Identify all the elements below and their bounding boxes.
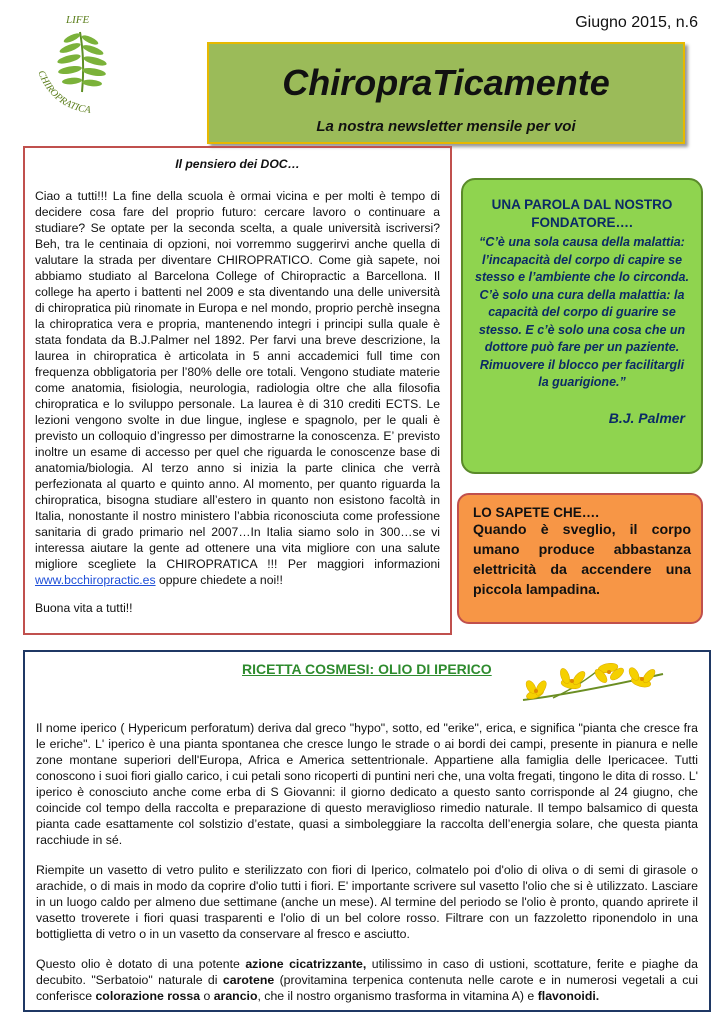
life-chiropratica-logo xyxy=(30,10,140,122)
fern-leaf-icon xyxy=(57,31,108,92)
recipe-section xyxy=(23,650,711,1012)
newsletter-title: ChiropraTicamente xyxy=(282,62,610,103)
recipe-paragraph-1: Il nome iperico ( Hypericum perforatum) deriva dal greco "hypo", sotto, ed "erike", erica, e significa "pianta che cresce fra le eriche". L' iperico è una pianta spontanea che cresce lungo le strade o ai bordi dei campi, presente in pianura e nelle zone montane superiori dell'Europa, Africa e America settentrionale. Appartiene alla famiglia delle Ipericacee. Tutti conoscono i suoi fiori giallo carico, i cui petali sono ricoperti di puntini neri che, una volta fregati, tingono le dita di rosso. L' iperico è conosciuto anche come erba di S Giovanni: il giorno dedicato a questo santo corrisponde al 24 giugno, che coincide col tempo della raccolta e preparazione di questo meraviglioso rimedio naturale. Il tempo balsamico di questa pianta cade esattamente col solstizio d’estate, quasi a simboleggiare la raccolta dell’energia solare, che questa pianta racchiude in sé. xyxy=(36,721,698,847)
did-you-know-box xyxy=(457,493,703,624)
did-you-know-text: Quando è sveglio, il corpo umano produce abbastanza elettricità da accendere una piccola lampadina. xyxy=(473,522,691,598)
recipe-paragraph-2: Riempite un vasetto di vetro pulito e sterilizzato con fiori di Iperico, colmatelo poi d'olio di oliva o di semi di girasole o arachide, o di mais in modo da coprire d'olio tutti i fiori. E' importante scrivere sul vasetto l'olio che si è utilizzato. Lasciare in un luogo caldo per almeno due settimane (anche un mese). Al termine del periodo se l'olio è pronto, quando aprirete il vasetto troverete i fiori quasi trasparenti e l'olio di un bel colore rosso. Filtrare con un fazzoletto riponendolo in una bottiglietta di vetro o in un vasetto da conservare al fresco e asciutto. xyxy=(36,863,698,941)
recipe-body xyxy=(36,720,698,1018)
did-you-know-heading: LO SAPETE CHE…. xyxy=(473,505,600,520)
article-heading: Il pensiero dei DOC… xyxy=(175,157,300,171)
logo-bottom-text: CHIROPRATICA xyxy=(35,68,92,116)
p3-bold-3: colorazione rossa xyxy=(95,989,201,1003)
p3-bold-4: arancio xyxy=(213,989,258,1003)
article-sign-off: Buona vita a tutti!! xyxy=(35,601,133,615)
logo-top-text: LIFE xyxy=(66,14,90,26)
p3-text-1: Questo olio è dotato di una potente xyxy=(36,957,246,971)
newsletter-header xyxy=(207,42,685,144)
article-text-end: oppure chiedete a noi!! xyxy=(155,573,283,587)
p3-bold-5: flavonoidi. xyxy=(537,989,600,1003)
founder-quote: “C’è una sola causa della malattia: l’incapacità del corpo di capire se stesso e l’ambiente che lo circonda. C’è solo una cura della malattia: la capacità del corpo di guarire se stesso. E c’è solo una cosa che un dottore può fare per un paziente. Rimuovere il blocco per facilitargli la guarigione.” xyxy=(475,235,689,389)
st-johns-wort-flower-icon xyxy=(513,654,673,712)
doc-article xyxy=(23,146,452,635)
p3-text-2: utilissimo in caso di ustioni, scottature, ferite e piaghe da decubito. "Serbatoio" naturale di xyxy=(36,957,698,987)
founder-heading: UNA PAROLA DAL NOSTRO FONDATORE…. xyxy=(491,197,673,230)
p3-bold-2: carotene xyxy=(222,973,275,987)
p3-bold-1: azione cicatrizzante, xyxy=(245,957,367,971)
p3-text-4: o xyxy=(200,989,214,1003)
p3-text-3: (provitamina terpenica contenuta nelle carote e in numerosi vegetali a cui conferisce xyxy=(36,973,698,1003)
founder-author: B.J. Palmer xyxy=(608,409,685,426)
founder-quote-box xyxy=(461,178,703,474)
article-body xyxy=(35,188,440,588)
issue-date: Giugno 2015, n.6 xyxy=(575,14,698,31)
article-text: Ciao a tutti!!! La fine della scuola è ormai vicina e per molti è tempo di decidere cosa fare del proprio futuro: cercare lavoro o continuare a studiare? Se optate per la seconda scelta, a quale università iscriversi? Beh, tra le centinaia di opzioni, noi vorremmo suggerirvi anche quella di valutare la strada per diventare CHIROPRATICO. Come già sapete, noi abbiamo studiato al Barcelona College of Chiropractic a Barcellona. Il college ha aperto i battenti nel 2009 e sta diventando una delle università di chiropratica più rinomate in Europa e nel mondo, proprio perchè insegna la chiropratica vera e propria, mantenendo integri i principi sulla quale è stata fondata da B.J.Palmer nel 1892. Per farvi una breve descrizione, la laurea in chiropratica è articolata in 5 anni accademici full time con frequenza obbligatoria per l’80% delle ore totali. Vengono studiate materie come anatomia, fisiologia, neurologia, radiologia oltre che alla filosofia chiropratica e lo sviluppo personale. La laurea è di 310 crediti ECTS. Le lezioni vengono svolte in due lingue, inglese e spagnolo, per le quali è previsto un colloquio d’ingresso per dimostrarne la conoscenza. E’ previsto inoltre un esame di accesso per quel che riguarda le conoscenze base di anatomia/biologia. Al terzo anno si inizia la parte clinica che verrà perfezionata al quarto e quinto anno. Al momento, per quanto riguarda la chiropratica, bisogna studiare all’estero in quanto non esistono facoltà in Italia, nonostante il nostro ministero l’abbia riconosciuta come professione sanitaria di grado primario nel 2007…In Italia siamo solo in 300…se vi interessa aiutare la gente ad ottenere una vita migliore con una salute migliore scegliete la CHIROPRATICA !!! Per maggiori informazioni xyxy=(35,189,440,571)
p3-text-5: , che il nostro organismo trasforma in vitamina A) e xyxy=(257,989,538,1003)
college-link[interactable]: www.bcchiropractic.es xyxy=(35,573,156,587)
recipe-heading: RICETTA COSMESI: OLIO DI IPERICO xyxy=(242,661,492,677)
recipe-paragraph-3 xyxy=(36,956,698,1004)
newsletter-subtitle: La nostra newsletter mensile per voi xyxy=(316,118,576,135)
